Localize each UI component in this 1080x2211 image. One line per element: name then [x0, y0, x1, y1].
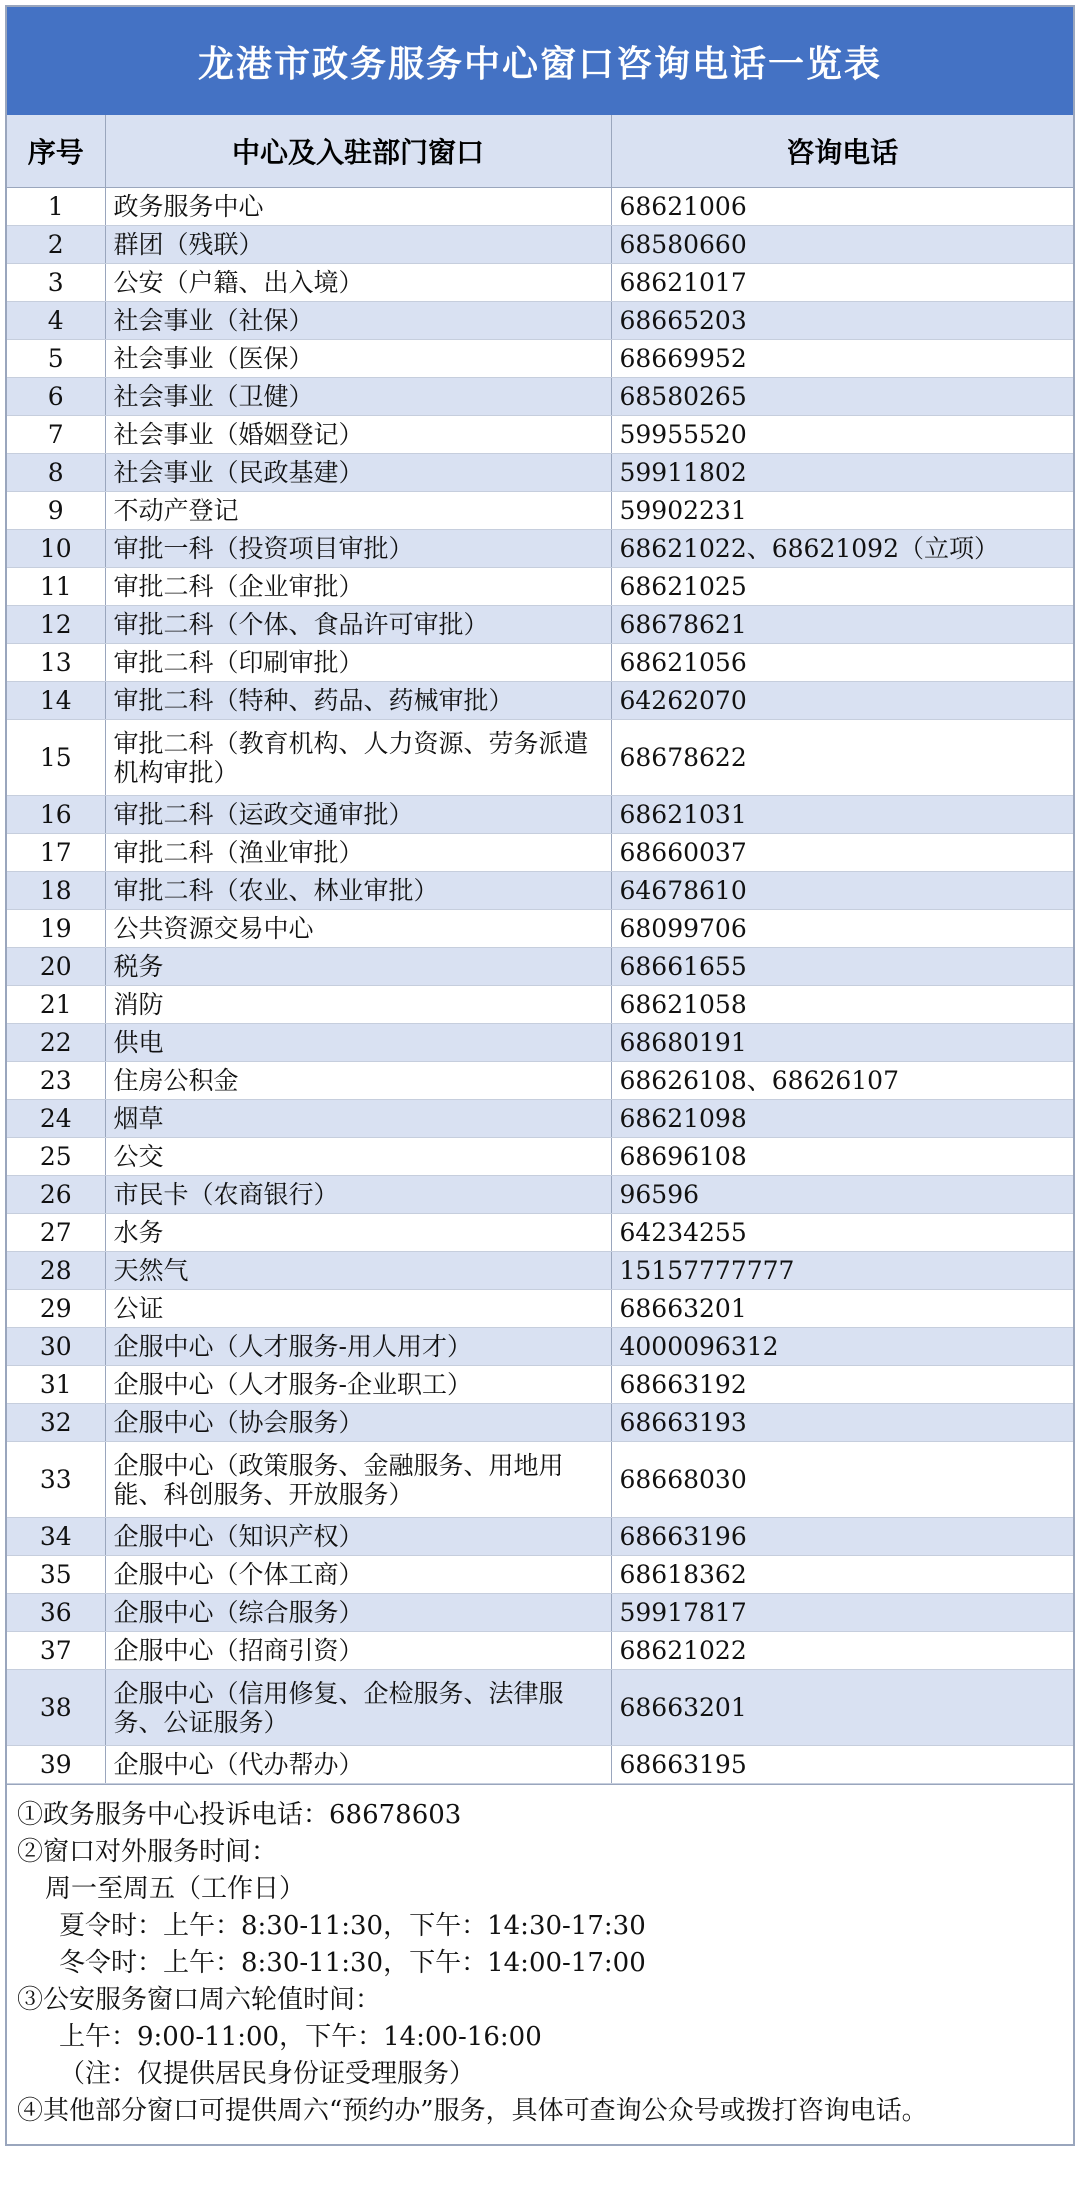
- phone-number: 68621098: [611, 1100, 1073, 1138]
- table-row: [7, 226, 1073, 264]
- row-number: 22: [7, 1024, 105, 1062]
- table-row: [7, 1252, 1073, 1290]
- row-number: 13: [7, 644, 105, 682]
- column-header-no: 序号: [7, 115, 105, 188]
- phone-number: 68663201: [611, 1670, 1073, 1746]
- row-number: 10: [7, 530, 105, 568]
- table-row: [7, 1100, 1073, 1138]
- window-name: 企服中心（政策服务、金融服务、用地用能、科创服务、开放服务）: [105, 1442, 611, 1518]
- row-number: 38: [7, 1670, 105, 1746]
- phone-number: 64678610: [611, 872, 1073, 910]
- phone-number: 4000096312: [611, 1328, 1073, 1366]
- window-name: 企服中心（招商引资）: [105, 1632, 611, 1670]
- row-number: 16: [7, 796, 105, 834]
- window-name: 企服中心（人才服务-企业职工）: [105, 1366, 611, 1404]
- window-name: 审批二科（企业审批）: [105, 568, 611, 606]
- table-row: [7, 872, 1073, 910]
- window-name: 企服中心（协会服务）: [105, 1404, 611, 1442]
- table-row: [7, 796, 1073, 834]
- window-name: 审批二科（农业、林业审批）: [105, 872, 611, 910]
- table-row: [7, 568, 1073, 606]
- row-number: 11: [7, 568, 105, 606]
- table-row: [7, 1442, 1073, 1518]
- phone-table: [7, 115, 1073, 1784]
- phone-number: 68626108、68626107: [611, 1062, 1073, 1100]
- window-name: 公共资源交易中心: [105, 910, 611, 948]
- row-number: 34: [7, 1518, 105, 1556]
- phone-number: 68678622: [611, 720, 1073, 796]
- row-number: 5: [7, 340, 105, 378]
- row-number: 27: [7, 1214, 105, 1252]
- phone-number: 59917817: [611, 1594, 1073, 1632]
- table-row: [7, 1670, 1073, 1746]
- row-number: 9: [7, 492, 105, 530]
- table-row: [7, 1290, 1073, 1328]
- window-name: 社会事业（卫健）: [105, 378, 611, 416]
- window-name: 社会事业（医保）: [105, 340, 611, 378]
- phone-number: 68618362: [611, 1556, 1073, 1594]
- table-row: [7, 1594, 1073, 1632]
- table-row: [7, 530, 1073, 568]
- note-service-hours-title: ②窗口对外服务时间：: [17, 1837, 278, 1867]
- phone-number: 68663196: [611, 1518, 1073, 1556]
- table-row: [7, 302, 1073, 340]
- window-name: 社会事业（社保）: [105, 302, 611, 340]
- phone-number: 59911802: [611, 454, 1073, 492]
- phone-number: 68663193: [611, 1404, 1073, 1442]
- window-name: 供电: [105, 1024, 611, 1062]
- row-number: 29: [7, 1290, 105, 1328]
- row-number: 25: [7, 1138, 105, 1176]
- table-row: [7, 416, 1073, 454]
- note-saturday-appointment: ④其他部分窗口可提供周六“预约办”服务，具体可查询公众号或拨打咨询电话。: [17, 2096, 928, 2126]
- phone-number: 68663195: [611, 1746, 1073, 1784]
- window-name: 不动产登记: [105, 492, 611, 530]
- row-number: 6: [7, 378, 105, 416]
- phone-number: 68621022、68621092（立项）: [611, 530, 1073, 568]
- phone-directory-sheet: [5, 5, 1075, 2146]
- table-row: [7, 910, 1073, 948]
- table-row: [7, 188, 1073, 226]
- phone-number: 68621056: [611, 644, 1073, 682]
- window-name: 公安（户籍、出入境）: [105, 264, 611, 302]
- phone-number: 68621025: [611, 568, 1073, 606]
- phone-number: 59955520: [611, 416, 1073, 454]
- row-number: 39: [7, 1746, 105, 1784]
- row-number: 37: [7, 1632, 105, 1670]
- phone-number: 59902231: [611, 492, 1073, 530]
- table-body: [7, 188, 1073, 1784]
- window-name: 公证: [105, 1290, 611, 1328]
- table-row: [7, 1024, 1073, 1062]
- phone-number: 68678621: [611, 606, 1073, 644]
- table-row: [7, 378, 1073, 416]
- phone-number: 68680191: [611, 1024, 1073, 1062]
- table-row: [7, 1366, 1073, 1404]
- table-row: [7, 682, 1073, 720]
- page-title: 龙港市政务服务中心窗口咨询电话一览表: [7, 7, 1073, 115]
- window-name: 天然气: [105, 1252, 611, 1290]
- table-row: [7, 1138, 1073, 1176]
- row-number: 17: [7, 834, 105, 872]
- phone-number: 68669952: [611, 340, 1073, 378]
- table-row: [7, 644, 1073, 682]
- window-name: 审批二科（印刷审批）: [105, 644, 611, 682]
- note-complaint-phone: ①政务服务中心投诉电话：68678603: [17, 1800, 462, 1830]
- table-row: [7, 948, 1073, 986]
- table-row: [7, 1746, 1073, 1784]
- window-name: 公交: [105, 1138, 611, 1176]
- row-number: 21: [7, 986, 105, 1024]
- table-row: [7, 1556, 1073, 1594]
- table-row: [7, 1176, 1073, 1214]
- window-name: 政务服务中心: [105, 188, 611, 226]
- notes-section: [7, 1784, 1073, 2144]
- row-number: 15: [7, 720, 105, 796]
- note-police-saturday-title: ③公安服务窗口周六轮值时间：: [17, 1985, 382, 2015]
- window-name: 住房公积金: [105, 1062, 611, 1100]
- note-police-id-only: （注：仅提供居民身份证受理服务）: [59, 2059, 476, 2089]
- table-row: [7, 986, 1073, 1024]
- phone-number: 64262070: [611, 682, 1073, 720]
- table-row: [7, 492, 1073, 530]
- row-number: 2: [7, 226, 105, 264]
- window-name: 审批二科（渔业审批）: [105, 834, 611, 872]
- row-number: 23: [7, 1062, 105, 1100]
- table-row: [7, 1214, 1073, 1252]
- window-name: 烟草: [105, 1100, 611, 1138]
- phone-number: 68099706: [611, 910, 1073, 948]
- table-row: [7, 264, 1073, 302]
- table-row: [7, 1404, 1073, 1442]
- table-row: [7, 606, 1073, 644]
- phone-number: 68621006: [611, 188, 1073, 226]
- phone-number: 96596: [611, 1176, 1073, 1214]
- row-number: 8: [7, 454, 105, 492]
- note-winter-hours: 冬令时：上午：8:30-11:30，下午：14:00-17:00: [59, 1948, 646, 1978]
- row-number: 19: [7, 910, 105, 948]
- row-number: 35: [7, 1556, 105, 1594]
- table-row: [7, 340, 1073, 378]
- row-number: 4: [7, 302, 105, 340]
- window-name: 审批一科（投资项目审批）: [105, 530, 611, 568]
- phone-number: 68696108: [611, 1138, 1073, 1176]
- window-name: 消防: [105, 986, 611, 1024]
- column-header-phone: 咨询电话: [611, 115, 1073, 188]
- window-name: 水务: [105, 1214, 611, 1252]
- row-number: 30: [7, 1328, 105, 1366]
- phone-number: 68621058: [611, 986, 1073, 1024]
- row-number: 3: [7, 264, 105, 302]
- phone-number: 68663192: [611, 1366, 1073, 1404]
- row-number: 18: [7, 872, 105, 910]
- phone-number: 68668030: [611, 1442, 1073, 1518]
- table-header-row: [7, 115, 1073, 188]
- phone-number: 68580265: [611, 378, 1073, 416]
- column-header-window: 中心及入驻部门窗口: [105, 115, 611, 188]
- table-row: [7, 1518, 1073, 1556]
- table-row: [7, 834, 1073, 872]
- row-number: 12: [7, 606, 105, 644]
- row-number: 24: [7, 1100, 105, 1138]
- row-number: 36: [7, 1594, 105, 1632]
- table-row: [7, 1328, 1073, 1366]
- phone-number: 68660037: [611, 834, 1073, 872]
- row-number: 20: [7, 948, 105, 986]
- row-number: 33: [7, 1442, 105, 1518]
- window-name: 企服中心（信用修复、企检服务、法律服务、公证服务）: [105, 1670, 611, 1746]
- phone-number: 68661655: [611, 948, 1073, 986]
- window-name: 审批二科（特种、药品、药械审批）: [105, 682, 611, 720]
- window-name: 税务: [105, 948, 611, 986]
- window-name: 企服中心（知识产权）: [105, 1518, 611, 1556]
- window-name: 审批二科（个体、食品许可审批）: [105, 606, 611, 644]
- window-name: 市民卡（农商银行）: [105, 1176, 611, 1214]
- table-row: [7, 1632, 1073, 1670]
- row-number: 26: [7, 1176, 105, 1214]
- window-name: 企服中心（个体工商）: [105, 1556, 611, 1594]
- row-number: 14: [7, 682, 105, 720]
- window-name: 群团（残联）: [105, 226, 611, 264]
- phone-number: 68663201: [611, 1290, 1073, 1328]
- window-name: 企服中心（人才服务-用人用才）: [105, 1328, 611, 1366]
- row-number: 7: [7, 416, 105, 454]
- phone-number: 68621017: [611, 264, 1073, 302]
- phone-number: 68665203: [611, 302, 1073, 340]
- table-row: [7, 454, 1073, 492]
- note-service-days: 周一至周五（工作日）: [45, 1874, 306, 1904]
- phone-number: 68621031: [611, 796, 1073, 834]
- phone-number: 68621022: [611, 1632, 1073, 1670]
- note-summer-hours: 夏令时：上午：8:30-11:30，下午：14:30-17:30: [59, 1911, 646, 1941]
- row-number: 1: [7, 188, 105, 226]
- window-name: 企服中心（代办帮办）: [105, 1746, 611, 1784]
- window-name: 审批二科（教育机构、人力资源、劳务派遣机构审批）: [105, 720, 611, 796]
- window-name: 企服中心（综合服务）: [105, 1594, 611, 1632]
- window-name: 社会事业（民政基建）: [105, 454, 611, 492]
- phone-number: 64234255: [611, 1214, 1073, 1252]
- table-row: [7, 1062, 1073, 1100]
- note-police-saturday-hours: 上午：9:00-11:00，下午：14:00-16:00: [59, 2022, 542, 2052]
- row-number: 31: [7, 1366, 105, 1404]
- row-number: 32: [7, 1404, 105, 1442]
- window-name: 社会事业（婚姻登记）: [105, 416, 611, 454]
- table-row: [7, 720, 1073, 796]
- row-number: 28: [7, 1252, 105, 1290]
- phone-number: 15157777777: [611, 1252, 1073, 1290]
- window-name: 审批二科（运政交通审批）: [105, 796, 611, 834]
- phone-number: 68580660: [611, 226, 1073, 264]
